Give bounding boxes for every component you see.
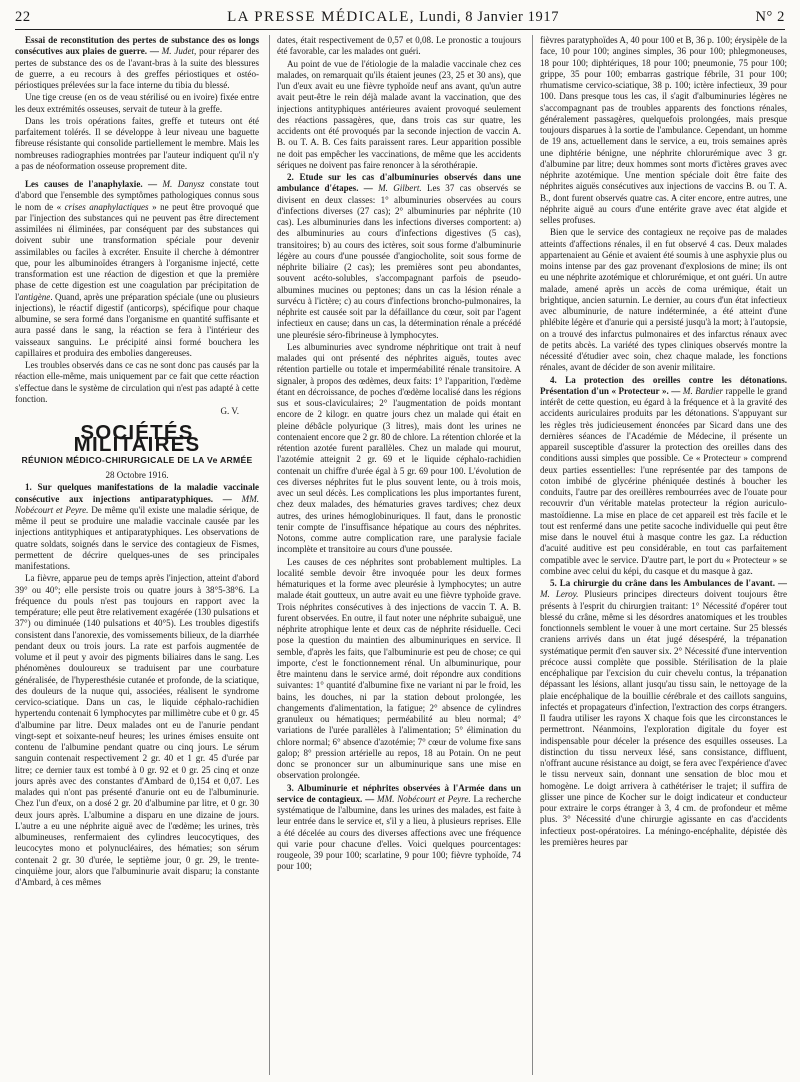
- communication-2: [277, 172, 521, 341]
- communication-3: [277, 783, 521, 873]
- communication-5: [540, 578, 787, 848]
- article-heading: 5. La chirurgie du crâne dans les Ambulances de l'avant. —: [550, 578, 787, 588]
- meeting-title: RÉUNION MÉDICO-CHIRURGICALE DE LA Ve ARMÉE: [21, 454, 253, 465]
- paragraph: La fièvre, apparue peu de temps après l'injection, atteint d'abord 39° ou 40°; elle persiste trois ou quatre jours à 38°5-38°6. La fréquence du pouls n'est pas toujours en rapport avec la température; elle peut être relativement exagérée (130 pulsations et 37°) ou diminuée (140 pulsations et 40°5). Les troubles digestifs consistent dans l'anorexie, des vomissements bilieux, de la diarrhée pendant deux ou trois jours. La rate est parfois augmentée de volume et il peut y avoir des pigments biliaires dans le sang. Les phénomènes douloureux se traduisent par une courbature généralisée, de l'hyperesthésie cutanée et profonde, de la sciatique, des douleurs de la nuque qui, associées, réalisent le syndrome cervico-sciatique. Dans un cas, le liquide céphalo-rachidien hypertendu contenait 6 lymphocytes par millimètre cube et 0 gr. 45 d'albumine par litre. Deux malades ont eu de l'anurie pendant vingt-sept et soixante-neuf heures; les urines émises ensuite ont contenu de l'albumine pendant quatre ou cinq jours. Le sérum sanguin contenait respectivement 2 gr. 40 et 1 gr. 45 d'urée par litre; ce dernier taux est tombé à 0 gr. 92 et 0 gr. 25 cinq et onze jours après avec des constantes d'Ambard de 0,154 et 0,07. Les malades qui n'ont pas présenté d'anurie ont eu de l'albuminurie. Chez l'un d'eux, on a dosé 2 gr. 20 d'albumine par litre, et 0 gr. 30 deux jours après. L'albumine a disparu en une dizaine de jours. L'autre a eu une néphrite aiguë avec de l'œdème; les urines, très albumineuses, renfermaient des cylindres leucocytiques, des leucocytes mono et polynucléaires, des hématies; son sérum contenait 2 gr. 30 d'urée, le septième jour, 0 gr. 29, le trente-cinquième jour, alors que l'albuminurie avait disparu; la constante d'Ambard, à ces mêmes: [15, 573, 259, 887]
- meeting-date: 28 Octobre 1916.: [105, 470, 169, 480]
- column-divider: [532, 35, 533, 1075]
- article-text: pour réparer des pertes de substance des os de l'avant-bras à la suite des blessures de guerre, a eu recours à des greffes périostiques et ostéo-périostiques prélevées sur la face interne du tibia du blessé.: [15, 46, 259, 90]
- paragraph: Au point de vue de l'étiologie de la maladie vaccinale chez ces malades, on remarquait qu'ils étaient jeunes (23, 25 et 30 ans), que l'un d'eux avait eu une fièvre typhoïde neuf ans avant, qu'un autre avait peut-être le rein déjà malade avant la vaccination, que des injections antityphiques antérieures avaient provoqué seulement des réactions passagères, que, dans trois cas sur quatre, les accidents ont été provoqués par la seconde injection de vaccin A. B. ou T. A. B. Ces faits paraissent rares. Leur apparition possible ne doit pas empêcher les vaccinations, de même que les accidents sériques ne doivent pas faire renoncer à la sérothérapie.: [277, 58, 521, 170]
- paragraph: Les causes de ces néphrites sont probablement multiples. La localité semble devoir être invoquée pour les deux formes hématuriques et la forme avec pleurésie à lymphocytes; un autre malade était goutteux, un autre avait eu une fièvre typhoïde grave. Trois néphrites consécutives à des injections de vaccin T. A. B. furent observées. En outre, il faut noter une néphrite subaiguë, une néphrite atrophique lente et deux cas de néphrite résiduelle. Ceci pose la question du maintien des albuminuriques en service. Il semble, d'après les faits, que l'albuminurie est peu de chose; ce qui importe, c'est le fonctionnement rénal. Un albuminurique, pour être maintenu dans le service armé, doit répondre aux conditions suivantes: 1° quantité d'albumine fixe ne variant ni par le froid, les bains, les douches, ni par la station debout prolongée, les changements d'alimentation, la fatigue; 2° absence de cylindres granuleux ou hématiques; perméabilité au bleu normal; 4° variations de l'urée parallèles à l'alimentation; 5° élimination du chlore normal; 6° absence d'azotémie; 7° cœur de volume fixe sans galop; 8° pression artérielle au repos, 18 au Potain. On ne peut donc se prononcer sur un albuminurique sans une mise en observation prolongée.: [277, 556, 521, 781]
- page-header: [15, 6, 785, 28]
- article-heading: 2. Etude sur les cas d'albuminuries observés dans une ambulance d'étapes. —: [277, 172, 521, 194]
- paragraph: [15, 360, 259, 405]
- article-heading: 1. Sur quelques manifestations de la maladie vaccinale consécutive aux injections antiparatyphiques. —: [15, 482, 259, 504]
- article-judet: [15, 35, 259, 91]
- masthead: [227, 9, 559, 26]
- article-text: De même qu'il existe une maladie sérique, de même il peut se produire une maladie vaccinale causée par les injections antityphiques et antiparatyphiques. Les observations de quatre soldats, soignés dans le service des contagieux de Fismes, permettent de décrire quelques-unes de ses principales manifestations.: [15, 504, 259, 571]
- paragraph: Une tige creuse (en os de veau stérilisé ou en ivoire) fixée entre les deux extrémités osseuses, servait de tuteur à la greffe.: [15, 92, 259, 114]
- paragraph: fièvres paratyphoïdes A, 40 pour 100 et B, 36 p. 100; érysipèle de la face, 10 pour 100; angines simples, 36 pour 100; phlegmoneuses, 18 pour 100; diphtériques, 18 pour 100; pneumonie, 75 pour 100; grippe, 35 pour 100; embarras gastrique fébrile, 31 pour 100; rhumatisme cervico-sciatique, 38 p. 100; ictère infectieux, 39 pour 100. Dans presque tous les cas, il s'agit d'albuminuries légères ne s'accompagnant pas de troubles apparents des fonctions rénales, généralement passagères, quelquefois prolongées, mais presque toujours disparues à la sortie de l'ambulance. Cependant, un homme de 19 ans, actuellement dans le service, a eu, trois semaines après une diphtérie bénigne, une néphrite chlorurémique avec 3 gr. d'albumine par litre; deux hommes sont morts d'ictères graves avec néphrite azotémique. Une mention spéciale doit être faite des néphrites aiguës consécutives aux injections de vaccins B. ou T. A. B., dont furent observés quatre cas. A citer encore, entre autres, une néphrite aiguë au cours d'une entérite grave avec état algide et selles profuses.: [540, 35, 787, 225]
- article-text: La recherche systématique de l'albumine, dans les urines des malades, est faite à leur entrée dans le service et, s'il y a lieu, à plusieurs reprises. Elle a été décelée au cours des diverses affections avec une fréquence qui varie pour chacune d'elles. Voici quelques pourcentages: rougeole, 39 pour 100; scarlatine, 9 pour 100; fièvre typhoïde, 74 pour 100;: [277, 793, 521, 872]
- column-divider: [269, 35, 270, 1075]
- page-number: 22: [15, 8, 31, 25]
- article-heading: Essai de reconstitution des pertes de substance des os longs consécutives aux plaies de guerre. —: [15, 35, 259, 57]
- section-title: SOCIÉTÉS MILITAIRES: [73, 421, 201, 456]
- article-text: constate tout d'abord que l'ensemble des symptômes pathologiques connus sous le nom de «: [15, 179, 259, 212]
- issue-date: Lundi, 8 Janvier 1917: [419, 8, 560, 25]
- article-text-italic: antigène: [19, 291, 51, 302]
- article-author: MM. Nobécourt et Peyre.: [377, 793, 471, 804]
- signature: G. V.: [220, 406, 239, 416]
- communication-1: [15, 482, 259, 572]
- column-1: [15, 35, 259, 1075]
- paragraph: Les albuminuries avec syndrome néphritique ont trait à neuf malades qui ont présenté des néphrites aiguës, toutes avec rétention partielle ou totale et imperméabilité rénale transitoire. A signaler, à propos des œdèmes, deux faits: 1° l'apparition, l'œdème étant en décroissance, de poches d'œdème localisé dans les régions sus et sous-claviculaires; 2° l'augmentation de poids montant encore de 2 kilogr. en quatre jours chez un malade qui était en pleine débâcle polyurique (3 litres), mais dont les urines ne contenaient encore que 2 gr. 80 de chlore. La rétention chlorée et la rétention azotée furent parallèles. Chez un malade qui mourut, l'azotémie atteignit 2 gr. 69 et le liquide céphalo-rachidien contenait un chiffre d'urée égal à 5 gr. 69 pour 100. L'évolution de ces diverses néphrites fut le plus souvent lente, ou à trois mois, avec un seul décès. Les complications les plus importantes furent, chez deux malades, des hématuries graves tardives; chez deux autres, des urines hémoglobinuriques. Il faut, dans le pronostic tenir compte de l'insuffisance hépatique au cours des néphrites. Notons, comme autre complication rare, une paralysie faciale incomplète et transitoire au cours d'une poussée.: [277, 341, 521, 555]
- article-author: M. Danysz: [162, 179, 205, 189]
- article-author: M. Leroy.: [540, 589, 579, 600]
- article-text-italic: crises anaphylactiques: [64, 201, 149, 212]
- article-text: Les 37 cas observés se divisent en deux classes: 1° albuminuries observées au cours d'infections diverses (27 cas); 2° albuminuries par néphrite (10 cas). Les albuminuries dans les infections diverses comportent: a) des albuminuries au cours d'infections digestives (5 cas), transitoires; b) au cours des ictères, soit sous forme d'albuminurie légère au cours d'une poussée d'angiocholite, soit sous forme de néphrite biliaire (2 cas); les premières sont peu abondantes, souvent acéto-solubles, s'accompagnant parfois de pseudo-albumines mucines ou peptones; dans un cas la lésion rénale a survécu à l'ictère; c) au cours d'infections broncho-pulmonaires, la néphrite est causée soit par la défaillance du cœur, soit par l'agent infectieux en cause; dans un cas, la détermination rénale a précédé une pleurésie séro-fibrineuse à lymphocytes.: [277, 183, 521, 340]
- paragraph: dates, était respectivement de 0,57 et 0,08. Le pronostic a toujours été favorable, car les malades ont guéri.: [277, 35, 521, 57]
- paragraph: Dans les trois opérations faites, greffe et tuteurs ont été parfaitement tolérés. Il se développe à leur niveau une baguette fibreuse résistante qui consolide partiellement le membre. Mais les nombreuses radiographies montrées par l'auteur indiquent qu'il n'y a pas de néoformation osseuse proprement dite.: [15, 115, 259, 171]
- article-text: Plusieurs principes directeurs doivent toujours être présents à l'esprit du chirurgien traitant: 1° Nécessité d'opérer tout blessé du crâne, même si les désordres anatomiques et les troubles fonctionnels semblent le vouer à une mort certaine. Sur 25 blessés craniens arrivés dans un état jugé désespéré, la trépanation systématique permit d'en sauver six. 2° Nécessité d'une intervention précoce aussi complète que possible. Stérilisation de la plaie encéphalique par l'excision du cuir chevelu contus, la trépanation dépassant les lésions, allant jusqu'au tissu sain, le nettoyage de la plaie encéphalique de la bouillie cérébrale et des caillots sanguins, infectés et propagateurs d'infection, l'extraction des corps étrangers. Il faudra utiliser les rayons X chaque fois que les circonstances le permettront. Néanmoins, l'exploration digitale du foyer est indispensable pour déceler la présence des esquilles osseuses. La distinction du tissu nerveux lésé, sans consistance, diffluent, n'offrant aucune résistance au doigt, se fera avec l'expérience d'avec le tissu nerveux sain, donnant une sensation de bloc mou et homogène. Le doigt arrivera à cathétériser le trajet; il suffira de glisser une pince de Kocher sur le doigt indicateur et conducteur pour extraire le corps étranger à 3, 4 cm. de profondeur et même plus. 3° Nécessité d'une chirurgie agissante en cas d'accidents infectieux post-opératoires. La méningo-encéphalite, dépistée dès les premières heures par: [540, 589, 787, 847]
- article-danysz: [15, 179, 259, 359]
- article-text: Les troubles observés dans ce cas ne sont donc pas causés par la réaction elle-même, mais uniquement par ce fait que cette réaction s'effectue dans le système de circulation qui n'est pas adapté à cette fonction.: [15, 360, 259, 404]
- article-heading: 3. Albuminurie et néphrites observées à l'Armée dans un service de contagieux. —: [277, 782, 521, 804]
- journal-title: LA PRESSE MÉDICALE,: [227, 8, 415, 25]
- column-2: [277, 35, 521, 1075]
- article-author: M. Bardier: [682, 385, 724, 396]
- paragraph: Bien que le service des contagieux ne reçoive pas de malades atteints d'affections rénales, il en fut observé 4 cas. Deux malades appartenaient au Génie et avaient été soumis à une asphyxie plus ou moins intense par des gaz provenant d'explosions de mine; ils ont eu une néphrite azotémique et chlorurémique, et ont guéri. Un autre malade, amené après un accès de coma urémique, était un brightique, ancien saturnin. Le dernier, au cours d'un état infectieux avec albuminurie, de nature indéterminée, a été atteint d'une phlébite légère et d'anurie qui a persisté jusqu'à la mort; à l'autopsie, on a trouvé des infarctus pulmonaires et des infarctus rénaux avec de petits abcès. La variété des types cliniques observés montre la nécessité d'étudier avec soin, chez chaque malade, les fonctions rénales, avant de décider de son avenir militaire.: [540, 227, 787, 373]
- article-text: . Quand, après une préparation spéciale (une ou plusieurs injections), le réactif digestif (anticorps), spécifique pour chaque albumine, se sera formé dans l'organisme en quantité suffisante et aura passé dans le sang, la réaction se fera à l'intérieur des vaisseaux sanguins. Le précipité ainsi formé bouchera les capillaires et produira des embolies dangereuses.: [15, 291, 259, 358]
- article-author: MM. Nobécourt et Peyre.: [15, 493, 259, 515]
- article-text: » ne peut être provoqué que par l'injection des substances qui ne peuvent pas être directement assimilées ni éliminées, par conséquent par des substances qui doivent subir une transformation spéciale pour devenir assimilables ou faciles à excréter. Ensuite il cherche à démontrer que, pour les albuminoïdes étrangers à l'organisme injecté, cette transformation est une réaction de digestion et que la première phase de cette digestion est une coagulation par précipitation de l': [15, 201, 259, 302]
- article-text: rappelle le grand intérêt de cette question, eu égard à la fréquence et à la gravité des accidents auriculaires produits par les détonations. S'appuyant sur les règles très judicieusement énoncées par Sicard dans une des dernières séances de l'Académie de Médecine, il présente un appareil susceptible d'assurer la protection des oreilles dans des conditions aussi simples que possible. Ce « Protecteur » comprend deux parties essentielles: l'une représentée par des tampons de coton imbibé de glycérine phéniquée destinés à boucher les conduits, l'autre par des oreillères rembourrées avec de l'ouate pour recouvrir d'un véritable matelas protecteur la région auriculo-mastoïdienne. La mise en place de cet appareil est très facile et le tout est renfermé dans une petite sacoche individuelle qui peut être mise dans le nouvel étui à masque contre les gaz. La réduction d'acuité auditive est peu considérable, en tout cas parfaitement compatible avec le service. D'autre part, le port du « Protecteur » se combine avec celui du képi, du casque et du masque à gaz.: [540, 385, 787, 576]
- issue-number: N° 2: [755, 8, 785, 25]
- article-heading: Les causes de l'anaphylaxie. —: [25, 179, 158, 189]
- article-author: M. Gilbert.: [378, 183, 422, 194]
- header-rule: [15, 29, 785, 30]
- column-3: [540, 35, 787, 1075]
- article-author: M. Judet,: [161, 46, 197, 57]
- communication-4: [540, 375, 787, 578]
- article-heading: 4. La protection des oreilles contre les détonations. Présentation d'un « Protecteur ». —: [540, 374, 787, 396]
